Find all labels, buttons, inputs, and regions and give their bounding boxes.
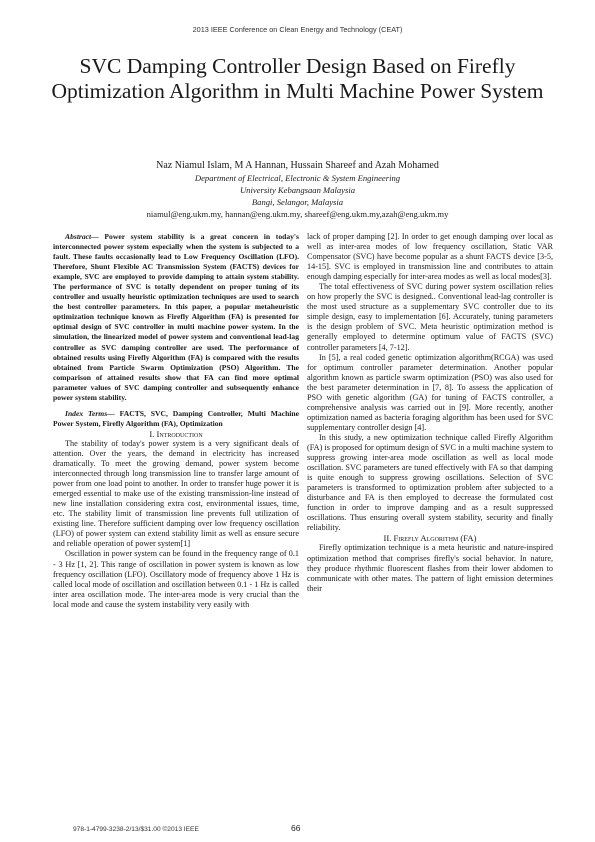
section-heading-number: I. bbox=[149, 428, 155, 439]
paragraph: Oscillation in power system can be found in the frequency range of 0.1 - 3 Hz [1, 2]. This range of oscillation in power system is known as low frequency oscillation (LFO). Oscillatory mode of frequency above 1 Hz is called local mode of oscillation and oscillation between 0.1 - 1 Hz is called inter area oscillation mode. The inter-area mode is very crucial than the local mode and cause the system instability very easily with bbox=[53, 549, 300, 609]
affiliation-location: Bangi, Selangor, Malaysia bbox=[251, 197, 344, 207]
paragraph: The total effectiveness of SVC during power system oscillation relies on how properly the SVC is designed.. Conventional lead-lag controller is the most used structure as a supplementary SVC controller due to its simple design, easy to implementation [6]. Accurately, tuning parameters is the design problem of SVC. Meta heuristic optimization method is generally employed to determine optimum value of FACTS (SVC) controller parameters [4, 7-12]. bbox=[307, 282, 553, 352]
section-heading-firefly bbox=[307, 533, 553, 543]
abstract-text: Power system stability is a great concern in today's interconnected power system especially when the system is subjected to a fault. These faults occasionally lead to Low Frequency Oscillation (LFO). Therefore, Shunt Flexible AC Transmission System (FACTS) devices for example, SVC are employed to provide damping to attain system stability. The performance of SVC is totally dependent on proper tuning of its controller and usually heuristic optimization techniques are used to search the best controller parameters. In this paper, a popular metaheuristic optimization technique known as Firefly Algorithm (FA) is presented for optimal design of SVC controller in multi machine power system. In the simulation, the linearized model of power system and conventional lead-lag controller as SVC damping controller are used. The performance of obtained results using Firefly Algorithm (FA) is compared with the results obtained from Particle Swarm Optimization (PSO) Algorithm. The comparison of attained results show that FA can find more optimal parameter values of SVC damping controller and subsequently enhance power system stability. bbox=[53, 232, 299, 402]
paper-title: SVC Damping Controller Design Based on Firefly Optimization Algorithm in Multi Machine Power System bbox=[51, 54, 544, 103]
paper-authors: Naz Niamul Islam, M A Hannan, Hussain Shareef and Azah Mohamed bbox=[156, 160, 439, 171]
conference-header: 2013 IEEE Conference on Clean Energy and Technology (CEAT) bbox=[192, 25, 403, 34]
section-heading-text: Firefly Algorithm (FA) bbox=[393, 533, 477, 544]
abstract-label: Abstract— bbox=[65, 232, 99, 241]
affiliation-university: University Kebangsaan Malaysia bbox=[239, 185, 356, 195]
affiliation-department: Department of Electrical, Electronic & System Engineering bbox=[194, 173, 401, 183]
right-column bbox=[307, 232, 553, 594]
index-terms-text: FACTS, SVC, Damping Controller, Multi Machine Power System, Firefly Algorithm (FA), Optimization bbox=[53, 408, 299, 428]
page-number: 66 bbox=[291, 823, 301, 833]
index-terms-label: Index Terms— bbox=[65, 408, 115, 418]
section-heading-introduction bbox=[53, 429, 299, 439]
section-heading-number: II. bbox=[383, 533, 392, 544]
paragraph: Firefly optimization technique is a meta heuristic and nature-inspired optimization method that comprises firefly's social behavior. In nature, they produce rhythmic fluorescent flashes from their lower abdomen to communicate with other mates. The pattern of light emission determines their bbox=[307, 543, 553, 593]
section-heading-text: Introduction bbox=[156, 428, 203, 439]
paragraph: In [5], a real coded genetic optimization algorithm(RCGA) was used for optimum controller parameter determination. Another popular algorithm known as particle swarm optimization (PSO) was also used for the best parameter determination in [7, 8]. To assess the application of PSO with genetic algorithm (GA) for tuning of FACTS controller, a comprehensive analysis was carried out in [9]. More recently, another optimization named as bacteria foraging algorithm has been used for SVC supplementary controller design [4]. bbox=[307, 352, 553, 432]
paragraph: In this study, a new optimization technique called Firefly Algorithm (FA) is proposed for optimum design of SVC in a multi machine system to suppress growing inter-area mode oscillation as well as local mode oscillation. SVC parameters are tuned effectively with FA so that damping is quite enough to suppress growing oscillations. Selection of SVC parameters is transformed to optimization problem after subjected to a disturbance and FA is then employed to decrease the formulated cost function in order to improve damping and as a result suppressed oscillations. Thus ensuring overall system stability, security and finally reliability. bbox=[307, 432, 553, 533]
left-column bbox=[53, 232, 299, 610]
author-emails: niamul@eng.ukm.my, hannan@eng.ukm.my, shareef@eng.ukm.my,azah@eng.ukm.my bbox=[146, 209, 449, 219]
abstract bbox=[53, 232, 299, 403]
index-terms bbox=[53, 409, 299, 429]
paragraph: The stability of today's power system is a very significant deals of attention. Over the years, the demand in electricity has increased dramatically. To meet the growing demand, power system become interconnected through long transmission line to transfer large amount of power from one load point to another. In order to transfer huge power it is emerged essential to make use of the existing transmission-line instead of new line installation considering extra cost, environmental issues, time, etc. The stability limit of transmission line prevents full utilization of existing line. Therefore sufficient damping over low frequency oscillation (LFO) of power system can extend stability limit as well as ensure secure and reliable operation of power system[1] bbox=[53, 438, 299, 549]
copyright-footer: 978-1-4799-3238-2/13/$31.00 ©2013 IEEE bbox=[73, 826, 199, 833]
paragraph: lack of proper damping [2]. In order to get enough damping over local as well as inter-area modes of low frequency oscillation, Static VAR Compensator (SVC) have become popular as a shunt FACTS device [3-5, 14-15]. SVC is employed in transmission line and contributes to attain enough damping especially for inter-area modes as well as local modes[3]. bbox=[307, 232, 553, 282]
